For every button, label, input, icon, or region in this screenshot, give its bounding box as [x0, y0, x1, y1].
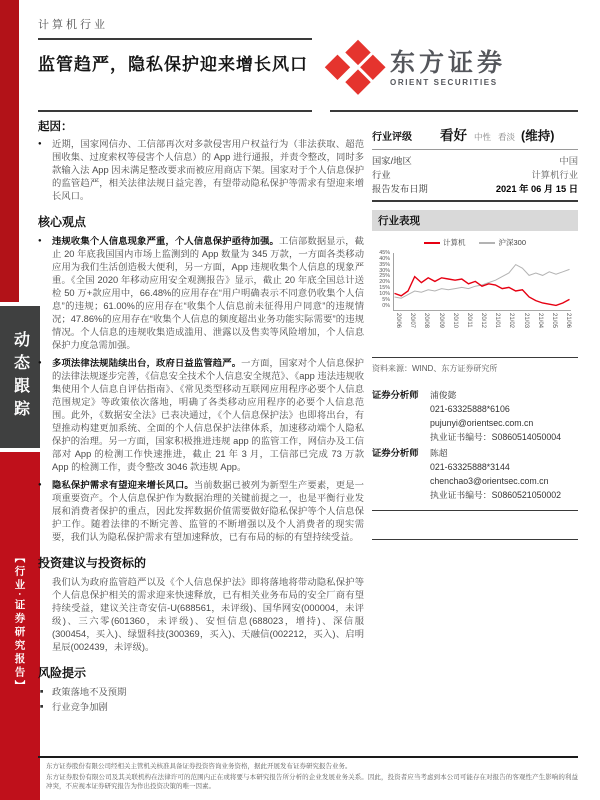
x-tick-label: 20/08 [423, 313, 430, 329]
x-tick-label: 20/09 [437, 313, 444, 329]
x-tick-label: 20/06 [395, 313, 401, 329]
x-tick-label: 21/06 [565, 313, 571, 329]
x-tick-label: 20/10 [451, 313, 458, 329]
y-tick-label: 30% [379, 267, 390, 274]
core-point-body: 工信部数据显示，截止 20 年底我国国内市场上监测到的 App 数量为 345 万款，一方面各类移动应用为我们生活创造极大便利，另一方面，App 违规收集个人信息的现象严重。《全国 2020 年移动应用安全观测报告》显示，截止 20 年底全国总计送检 50 万+款应用中，66.48%的应用存在“用户明确表示不同意仍收集个人信息”的违规；61.00%的应用存在“收集个人信息前未征得用户同意”的违规情况；47.86%的应用存在“收集个人信息的频度超出业务功能实际需要”的违规情况。个人信息的违规收集造成滥用、泄露以及售卖等风险增加，个人信息保护力度急需加强。 [52, 236, 364, 350]
square-bullet-icon [40, 686, 52, 699]
analyst-phone: 021-63325888*3144 [430, 462, 510, 472]
brand-diamond-icon [330, 40, 387, 97]
divider [372, 200, 578, 202]
tracking-label: 动态跟踪 [11, 331, 29, 423]
y-tick-label: 40% [379, 255, 390, 262]
industry-performance-chart [372, 251, 578, 353]
divider [372, 510, 578, 511]
brand-logo [338, 48, 578, 88]
legend-item: 计算机 [424, 237, 466, 248]
rating-label: 行业评级 [372, 132, 412, 143]
x-tick-label: 21/03 [522, 313, 529, 329]
disclaimer-line: 东方证券股份有限公司经相关主管机关核准具备证券投资咨询业务资格，据此开展发布证券研究报告业务。 [46, 763, 352, 770]
analyst-phone: 021-63325888*6106 [430, 404, 510, 414]
y-tick-label: 10% [379, 290, 390, 297]
y-tick-label: 15% [379, 285, 390, 292]
chart-x-axis [393, 313, 571, 353]
divider [372, 357, 578, 358]
x-tick-label: 20/11 [465, 313, 472, 328]
analyst-name: 陈超 [430, 448, 448, 458]
industry-category: 计算机行业 [38, 19, 108, 31]
y-tick-label: 0% [382, 302, 390, 309]
analyst-block [372, 446, 578, 502]
chart-y-axis [372, 251, 390, 309]
chart-plot-area [393, 253, 571, 316]
y-tick-label: 35% [379, 261, 390, 268]
analyst-cert: 执业证书编号：S0860514050004 [430, 432, 562, 442]
analyst-cert: 执业证书编号：S0860521050002 [430, 490, 562, 500]
divider [372, 149, 578, 150]
chart-source: 资料来源：WIND、东方证券研究所 [372, 364, 498, 373]
chart-legend [372, 237, 578, 248]
analyst-email-link[interactable]: chenchao3@orientsec.com.cn [430, 476, 549, 486]
analyst-role: 证券分析师 [372, 390, 419, 400]
page-title: 监管趋严，隐私保护迎来增长风口 [38, 55, 308, 74]
brand-name-en: ORIENT SECURITIES [390, 77, 498, 87]
meta-row: 国家/地区 中国 [372, 156, 578, 166]
advice-paragraph: 我们认为政府监管趋严以及《个人信息保护法》即将落地将带动隐私保护等个人信息保护相关的需求迎来快速释放，已有相关业务布局的安全厂商有望持续受益，建议关注奇安信-U(688561，未评级)、国华网安(000004，未评级)、三六零(601360，未评级)、安恒信息(688023，增持)、深信服(300454，买入)、绿盟科技(300369，买入)、天融信(002212，买入)、启明星辰(002439，未评级)。 [52, 577, 364, 652]
legend-swatch [479, 242, 495, 244]
core-point [38, 235, 364, 352]
analyst-role: 证券分析师 [372, 448, 419, 458]
divider [330, 110, 578, 112]
section-advice-title: 投资建议与投资标的 [38, 556, 147, 570]
section-cause-title: 起因： [38, 121, 73, 133]
risk-item: ■ 行业竞争加剧 [40, 701, 364, 714]
report-date: 2021 年 06 月 15 日 [495, 184, 578, 194]
meta-row: 行业 计算机行业 [372, 170, 578, 180]
rating-value: 看好 [440, 128, 467, 143]
legend-item: 沪深300 [479, 237, 526, 248]
core-point-body: 当前数据已被列为新型生产要素，更是一项重要资产。个人信息保护作为数据治理的关键前提之一，也是平衡行业发展和消费者保护的重点，因此发挥数据价值需要做好隐私保护等个人信息保护工作。随着法律的不断完善、监管的不断增强以及个人消费者的现实需要，我们认为隐私保护需求有望加速释放，已有布局的标的有望持续受益。 [52, 480, 364, 542]
footer-divider [38, 756, 578, 758]
core-point-lead: 多项法律法规陆续出台，政府日益监管趋严。 [52, 358, 242, 368]
report-category-label: 【行业·证券研究报告】 [13, 552, 26, 694]
left-red-bar [0, 0, 19, 302]
analyst-block [372, 388, 578, 444]
x-tick-label: 20/07 [409, 313, 416, 329]
report-category-strip [0, 452, 40, 800]
section-risk-title: 风险提示 [38, 666, 87, 680]
x-tick-label: 21/05 [550, 313, 557, 329]
x-tick-label: 21/04 [536, 313, 543, 329]
x-tick-label: 21/02 [508, 313, 515, 329]
disclaimer [46, 762, 578, 793]
divider [38, 38, 312, 40]
performance-header: 行业表现 [372, 210, 578, 231]
section-core-title: 核心观点 [38, 215, 87, 229]
analyst-name: 浦俊懿 [430, 390, 457, 400]
rating-neutral: 中性 [474, 132, 492, 142]
x-tick-label: 20/12 [480, 313, 486, 329]
core-point-lead: 违规收集个人信息现象严重，个人信息保护亟待加强。 [52, 236, 280, 246]
report-type-badge [0, 306, 40, 448]
bullet-icon [38, 479, 52, 544]
risk-item: ■ 政策落地不及预期 [40, 686, 364, 699]
square-bullet-icon [40, 701, 52, 714]
cause-paragraph: ● 近期，国家网信办、工信部再次对多款侵害用户权益行为（非法获取、超范围收集、过度索权等侵害个人信息）的 App 进行通报，并责令整改，同时多款输入法 App 因未满足整改要求而被应用商店下架。国家对于个人信息保护的监管趋严，相关法律法规日益完善，有望带动隐私保护等需求有望迎来增长风口。 [38, 138, 364, 203]
y-tick-label: 5% [382, 296, 390, 303]
bullet-icon [38, 138, 52, 203]
core-point [38, 357, 364, 474]
meta-row: 报告发布日期 2021 年 06 月 15 日 [372, 184, 578, 194]
x-tick-label: 21/01 [494, 313, 501, 329]
report-body [38, 118, 364, 716]
divider [38, 110, 312, 112]
y-tick-label: 45% [379, 250, 390, 256]
rating-bearish: 看淡 [498, 132, 516, 142]
rating-maintained: (维持) [521, 129, 555, 143]
legend-swatch [424, 242, 440, 244]
analyst-email-link[interactable]: pujunyi@orientsec.com.cn [430, 418, 534, 428]
bullet-icon [38, 235, 52, 352]
industry-rating-row [372, 124, 578, 144]
y-tick-label: 20% [379, 279, 390, 286]
y-tick-label: 25% [379, 273, 390, 280]
core-point-lead: 隐私保护需求有望迎来增长风口。 [52, 480, 194, 490]
disclaimer-line: 东方证券股份有限公司及其关联机构在法律许可的范围内正在或将要与本研究报告所分析的企业发展业务关系。因此，投资者应当考虑到本公司可能存在对报告的客观性产生影响的利益冲突，不应视本证券研究报告为作出投资决策的唯一因素。 [46, 773, 578, 790]
core-point-body: 一方面，国家对个人信息保护的法律法规逐步完善，《信息安全技术个人信息安全规范》、《app 违法违规收集使用个人信息自评估指南》、《常见类型移动互联网应用程序必要个人信息范围规定》等政策依次落地，明确了各类移动应用程序的必要个人信息范围。此外，《数据安全法》已表决通过，《个人信息保护法》也即将出台，有望推动构建更加系统、全面的个人信息保护法律体系，加速移动端个人隐私保护的治理。另一方面，国家积极推进违规 app 的监管工作，网信办及工信部对 App 的检测工作快速推进，截止 21 年 3 月，工信部已完成 73 万款 App 的检测工作，责令整改 3046 款违规 App。 [52, 358, 364, 472]
report-sidebar [372, 124, 578, 540]
bullet-icon [38, 357, 52, 474]
divider [372, 539, 578, 540]
brand-name-cn: 东方证券 [390, 48, 507, 77]
core-point [38, 479, 364, 544]
